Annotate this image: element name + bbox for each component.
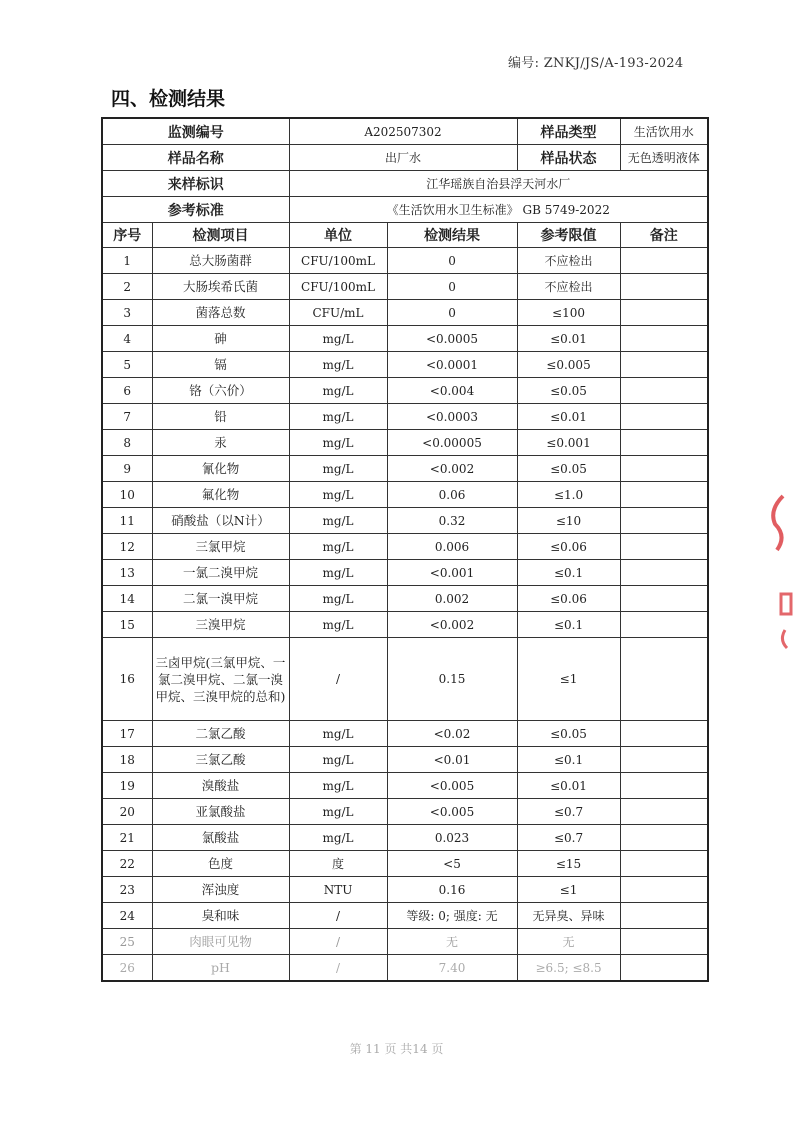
row-limit: ≤0.7 [517,799,620,825]
row-result: <0.01 [387,747,517,773]
row-note [620,560,708,586]
row-result: <0.002 [387,612,517,638]
row-limit: ≤0.01 [517,773,620,799]
row-result: 0 [387,300,517,326]
row-note [620,747,708,773]
row-item: 亚氯酸盐 [152,799,289,825]
row-note [620,430,708,456]
row-unit: mg/L [289,747,387,773]
row-item: 铬（六价） [152,378,289,404]
row-item: 三卤甲烷(三氯甲烷、一氯二溴甲烷、二氯一溴甲烷、三溴甲烷的总和) [152,638,289,721]
row-no: 20 [102,799,152,825]
table-row [102,482,708,508]
row-limit: 无 [517,929,620,955]
row-note [620,825,708,851]
results-body [102,248,708,982]
row-no: 7 [102,404,152,430]
row-no: 2 [102,274,152,300]
row-item: 氟化物 [152,482,289,508]
row-no: 13 [102,560,152,586]
row-note [620,721,708,747]
meta-row-3 [102,171,708,197]
row-item: 镉 [152,352,289,378]
sample-state-value: 无色透明液体 [620,145,708,171]
row-limit: 不应检出 [517,248,620,274]
row-note [620,929,708,955]
monitor-no-label: 监测编号 [102,118,289,145]
row-no: 5 [102,352,152,378]
red-seal-fragment [765,490,793,650]
row-no: 17 [102,721,152,747]
row-limit: ≤0.1 [517,612,620,638]
row-note [620,612,708,638]
row-limit: ≤0.01 [517,326,620,352]
row-no: 1 [102,248,152,274]
row-no: 15 [102,612,152,638]
row-no: 21 [102,825,152,851]
row-result: 0.002 [387,586,517,612]
table-row [102,586,708,612]
row-limit: ≤0.05 [517,378,620,404]
row-note [620,638,708,721]
row-item: 菌落总数 [152,300,289,326]
row-no: 16 [102,638,152,721]
row-unit: CFU/mL [289,300,387,326]
row-result: <0.00005 [387,430,517,456]
table-row [102,955,708,982]
row-limit: ≤0.1 [517,747,620,773]
row-item: 大肠埃希氏菌 [152,274,289,300]
table-row [102,456,708,482]
row-result: <0.0001 [387,352,517,378]
table-row [102,799,708,825]
row-no: 11 [102,508,152,534]
row-item: 臭和味 [152,903,289,929]
row-note [620,378,708,404]
row-limit: ≥6.5; ≤8.5 [517,955,620,982]
row-no: 24 [102,903,152,929]
row-no: 19 [102,773,152,799]
column-header-row [102,223,708,248]
row-unit: / [289,638,387,721]
row-unit: mg/L [289,612,387,638]
col-header-unit: 单位 [289,223,387,248]
table-row [102,378,708,404]
row-item: 总大肠菌群 [152,248,289,274]
row-unit: mg/L [289,721,387,747]
row-limit: ≤15 [517,851,620,877]
row-item: 氯酸盐 [152,825,289,851]
row-unit: mg/L [289,456,387,482]
row-limit: ≤0.005 [517,352,620,378]
row-limit: ≤0.001 [517,430,620,456]
row-result: <0.002 [387,456,517,482]
sample-name-label: 样品名称 [102,145,289,171]
row-note [620,456,708,482]
row-result: <0.005 [387,799,517,825]
table-row [102,721,708,747]
row-no: 23 [102,877,152,903]
source-label: 来样标识 [102,171,289,197]
row-item: 溴酸盐 [152,773,289,799]
table-row [102,773,708,799]
row-item: 一氯二溴甲烷 [152,560,289,586]
row-unit: CFU/100mL [289,248,387,274]
results-table [101,117,709,982]
table-row [102,560,708,586]
col-header-result: 检测结果 [387,223,517,248]
document-number: 编号: ZNKJ/JS/A-193-2024 [508,56,684,71]
table-row [102,326,708,352]
row-unit: mg/L [289,534,387,560]
standard-value: 《生活饮用水卫生标准》 GB 5749-2022 [289,197,708,223]
table-row [102,825,708,851]
meta-row-2 [102,145,708,171]
col-header-limit: 参考限值 [517,223,620,248]
row-unit: CFU/100mL [289,274,387,300]
row-item: 三溴甲烷 [152,612,289,638]
table-row [102,508,708,534]
row-result: 0.023 [387,825,517,851]
table-row [102,903,708,929]
row-item: 三氯乙酸 [152,747,289,773]
row-unit: mg/L [289,326,387,352]
row-note [620,534,708,560]
row-no: 14 [102,586,152,612]
table-row [102,248,708,274]
table-row [102,534,708,560]
row-unit: mg/L [289,352,387,378]
table-row [102,274,708,300]
row-limit: ≤0.06 [517,586,620,612]
row-limit: ≤0.1 [517,560,620,586]
row-limit: 不应检出 [517,274,620,300]
row-unit: mg/L [289,378,387,404]
row-unit: mg/L [289,482,387,508]
row-item: 砷 [152,326,289,352]
row-limit: 无异臭、异味 [517,903,620,929]
row-result: <0.0003 [387,404,517,430]
row-note [620,877,708,903]
col-header-note: 备注 [620,223,708,248]
source-value: 江华瑶族自治县浮天河水厂 [289,171,708,197]
row-no: 22 [102,851,152,877]
row-item: 二氯一溴甲烷 [152,586,289,612]
row-item: 色度 [152,851,289,877]
row-result: 7.40 [387,955,517,982]
row-unit: mg/L [289,430,387,456]
row-item: 二氯乙酸 [152,721,289,747]
meta-row-1 [102,118,708,145]
table-row [102,877,708,903]
row-result: 0.006 [387,534,517,560]
row-item: 氰化物 [152,456,289,482]
row-result: 0 [387,248,517,274]
row-result: 等级: 0; 强度: 无 [387,903,517,929]
table-row [102,851,708,877]
row-no: 10 [102,482,152,508]
row-no: 12 [102,534,152,560]
row-limit: ≤0.01 [517,404,620,430]
table-row [102,747,708,773]
row-unit: / [289,903,387,929]
row-item: 硝酸盐（以N计） [152,508,289,534]
row-unit: mg/L [289,825,387,851]
row-item: 铅 [152,404,289,430]
row-unit: mg/L [289,586,387,612]
table-row [102,430,708,456]
row-note [620,955,708,982]
row-no: 6 [102,378,152,404]
monitor-no-value: A202507302 [289,118,517,145]
row-unit: mg/L [289,799,387,825]
row-unit: 度 [289,851,387,877]
row-limit: ≤0.05 [517,721,620,747]
row-limit: ≤1 [517,877,620,903]
row-result: <0.005 [387,773,517,799]
row-limit: ≤100 [517,300,620,326]
row-unit: / [289,929,387,955]
row-no: 8 [102,430,152,456]
row-result: 无 [387,929,517,955]
row-result: <0.02 [387,721,517,747]
row-no: 3 [102,300,152,326]
row-note [620,326,708,352]
col-header-item: 检测项目 [152,223,289,248]
row-item: 三氯甲烷 [152,534,289,560]
table-row [102,612,708,638]
page-footer: 第 11 页 共14 页 [349,1042,444,1056]
row-note [620,274,708,300]
col-header-no: 序号 [102,223,152,248]
table-row [102,300,708,326]
row-note [620,773,708,799]
section-title: 四、检测结果 [111,88,226,110]
sample-type-value: 生活饮用水 [620,118,708,145]
row-note [620,404,708,430]
row-note [620,508,708,534]
row-result: 0.15 [387,638,517,721]
sample-state-label: 样品状态 [517,145,620,171]
row-item: 浑浊度 [152,877,289,903]
row-no: 4 [102,326,152,352]
row-result: 0.06 [387,482,517,508]
row-result: <0.001 [387,560,517,586]
sample-type-label: 样品类型 [517,118,620,145]
row-limit: ≤1.0 [517,482,620,508]
row-no: 18 [102,747,152,773]
row-result: 0.32 [387,508,517,534]
row-no: 9 [102,456,152,482]
row-note [620,903,708,929]
row-no: 26 [102,955,152,982]
table-row [102,352,708,378]
row-result: <0.004 [387,378,517,404]
row-note [620,799,708,825]
table-row [102,929,708,955]
row-note [620,851,708,877]
row-limit: ≤0.7 [517,825,620,851]
row-item: pH [152,955,289,982]
row-limit: ≤0.05 [517,456,620,482]
row-result: <5 [387,851,517,877]
row-note [620,482,708,508]
row-result: <0.0005 [387,326,517,352]
row-limit: ≤10 [517,508,620,534]
row-note [620,352,708,378]
row-result: 0.16 [387,877,517,903]
row-result: 0 [387,274,517,300]
row-no: 25 [102,929,152,955]
table-row [102,404,708,430]
row-unit: mg/L [289,508,387,534]
meta-row-4 [102,197,708,223]
table-row [102,638,708,721]
row-limit: ≤0.06 [517,534,620,560]
standard-label: 参考标准 [102,197,289,223]
sample-name-value: 出厂水 [289,145,517,171]
row-item: 汞 [152,430,289,456]
row-item: 肉眼可见物 [152,929,289,955]
row-unit: / [289,955,387,982]
row-unit: mg/L [289,773,387,799]
row-note [620,248,708,274]
row-note [620,586,708,612]
row-limit: ≤1 [517,638,620,721]
row-unit: mg/L [289,404,387,430]
row-unit: NTU [289,877,387,903]
row-unit: mg/L [289,560,387,586]
row-note [620,300,708,326]
